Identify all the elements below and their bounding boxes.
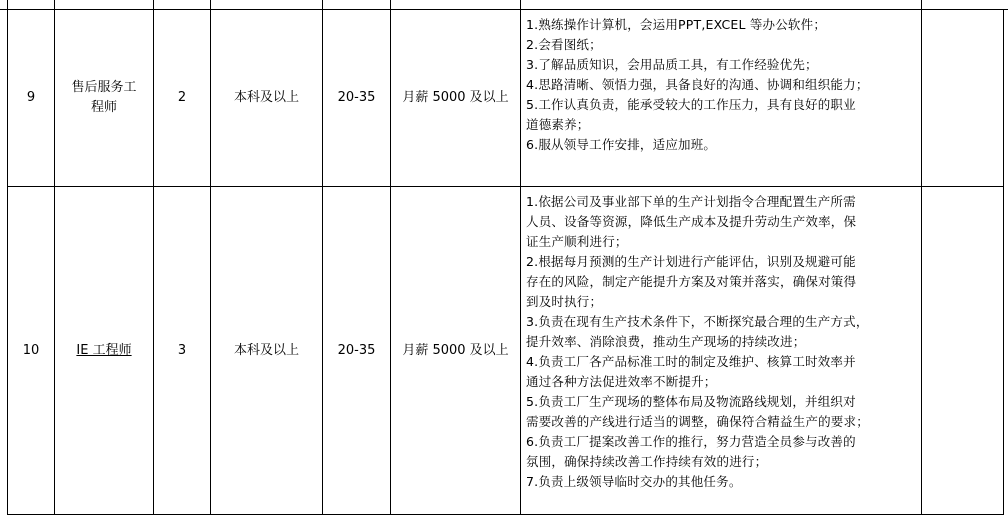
requirement-line: 证生产顺利进行； [526, 234, 628, 249]
job-title-line: 售后服务工 [71, 80, 137, 95]
table-row [8, 187, 1004, 515]
requirements-cell [521, 10, 922, 187]
requirement-line: 6.服从领导工作安排，适应加班。 [526, 137, 717, 152]
row-index: 10 [8, 187, 55, 515]
education: 本科及以上 [211, 10, 323, 187]
requirement-line: 到及时执行； [526, 294, 603, 309]
requirement-line: 4.负责工厂各产品标准工时的制定及维护、核算工时效率并 [526, 354, 856, 369]
job-title-link[interactable]: IE 工程师 [76, 342, 132, 358]
empty-cell [922, 10, 1004, 187]
salary: 月薪 5000 及以上 [391, 187, 521, 515]
requirement-line: 4.思路清晰、领悟力强，具备良好的沟通、协调和组织能力； [526, 77, 869, 92]
requirement-line: 存在的风险，制定产能提升方案及对策并落实，确保对策得 [526, 274, 857, 289]
requirement-line: 1.依据公司及事业部下单的生产计划指令合理配置生产所需 [526, 194, 856, 209]
salary: 月薪 5000 及以上 [391, 10, 521, 187]
requirement-line: 1.熟练操作计算机，会运用PPT,EXCEL 等办公软件； [526, 17, 827, 32]
table-row [8, 10, 1004, 187]
headcount: 3 [154, 187, 211, 515]
job-title-line: 程师 [90, 100, 117, 115]
requirement-line: 3.了解品质知识，会用品质工具，有工作经验优先； [526, 57, 818, 72]
requirement-line: 2.根据每月预测的生产计划进行产能评估，识别及规避可能 [526, 254, 856, 269]
requirement-line: 3.负责在现有生产技术条件下，不断探究最合理的生产方式， [526, 314, 869, 329]
job-title [55, 10, 154, 187]
job-title[interactable] [55, 187, 154, 515]
headcount: 2 [154, 10, 211, 187]
requirement-line: 需要改善的产线进行适当的调整，确保符合精益生产的要求； [526, 414, 869, 429]
requirement-line: 通过各种方法促进效率不断提升； [526, 374, 717, 389]
requirement-line: 5.负责工厂生产现场的整体布局及物流路线规划，并组织对 [526, 394, 856, 409]
education: 本科及以上 [211, 187, 323, 515]
requirement-line: 提升效率、消除浪费，推动生产现场的持续改进； [526, 334, 806, 349]
requirement-line: 2.会看图纸； [526, 37, 602, 52]
requirement-line: 7.负责上级领导临时交办的其他任务。 [526, 474, 742, 489]
job-table [7, 9, 1004, 515]
requirement-line: 5.工作认真负责，能承受较大的工作压力，具有良好的职业 [526, 97, 856, 112]
age-range: 20-35 [323, 10, 391, 187]
requirements-cell [521, 187, 922, 515]
requirement-line: 人员、设备等资源，降低生产成本及提升劳动生产效率，保 [526, 214, 857, 229]
requirement-line: 6.负责工厂提案改善工作的推行，努力营造全员参与改善的 [526, 434, 856, 449]
requirement-line: 氛围，确保持续改善工作持续有效的进行； [526, 454, 768, 469]
requirement-line: 道德素养； [526, 117, 590, 132]
age-range: 20-35 [323, 187, 391, 515]
empty-cell [922, 187, 1004, 515]
row-index: 9 [8, 10, 55, 187]
